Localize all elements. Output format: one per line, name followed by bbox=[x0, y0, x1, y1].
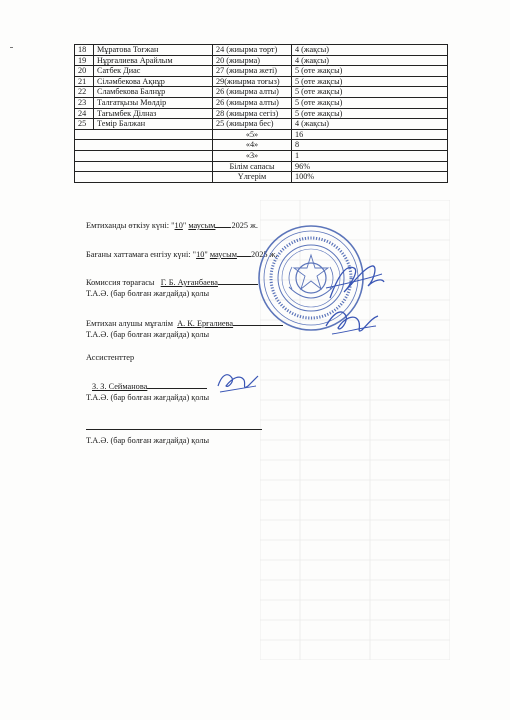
exam-date-day: 10 bbox=[174, 221, 183, 230]
table-row bbox=[75, 97, 448, 108]
student-name: Сламбекова Балнұр bbox=[94, 87, 213, 98]
table-row bbox=[75, 119, 448, 130]
summary-value: 1 bbox=[292, 150, 448, 161]
blank-signature-line bbox=[86, 429, 262, 430]
exam-date-label: Емтиханды өткізу күні: " bbox=[86, 221, 175, 230]
summary-row bbox=[75, 129, 448, 140]
student-grade: 5 (өте жақсы) bbox=[292, 66, 448, 77]
student-name: Мұратова Тоғжан bbox=[94, 45, 213, 56]
summary-row bbox=[75, 172, 448, 183]
chair-signature-line bbox=[218, 284, 258, 285]
student-score: 25 (жиырма бес) bbox=[213, 119, 292, 130]
summary-value: 8 bbox=[292, 140, 448, 151]
summary-label: «4» bbox=[213, 140, 292, 151]
protocol-date-line bbox=[86, 250, 277, 259]
student-score: 28 (жиырма сегіз) bbox=[213, 108, 292, 119]
table-row bbox=[75, 76, 448, 87]
row-number: 22 bbox=[75, 87, 94, 98]
summary-empty-cell bbox=[75, 161, 213, 172]
blank-assistant-caption: Т.А.Ә. (бар болған жағдайда) қолы bbox=[86, 436, 210, 445]
student-grade: 5 (өте жақсы) bbox=[292, 76, 448, 87]
summary-empty-cell bbox=[75, 150, 213, 161]
summary-row bbox=[75, 140, 448, 151]
summary-empty-cell bbox=[75, 172, 213, 183]
chair-line bbox=[86, 278, 258, 287]
row-number: 19 bbox=[75, 55, 94, 66]
row-number: 21 bbox=[75, 76, 94, 87]
summary-label: «3» bbox=[213, 150, 292, 161]
margin-mark bbox=[10, 47, 13, 48]
table-row bbox=[75, 87, 448, 98]
exam-date-line bbox=[86, 221, 258, 230]
student-score: 27 (жиырма жеті) bbox=[213, 66, 292, 77]
student-grade: 4 (жақсы) bbox=[292, 45, 448, 56]
summary-value: 16 bbox=[292, 129, 448, 140]
exam-date-month: маусым bbox=[188, 221, 216, 230]
student-name: Нұрғалиева Арайлым bbox=[94, 55, 213, 66]
assistants-label: Ассистенттер bbox=[86, 353, 135, 362]
protocol-date-month: маусым bbox=[209, 250, 237, 259]
exam-date-quote: " bbox=[182, 221, 187, 230]
student-name: Темір Балжан bbox=[94, 119, 213, 130]
chair-label: Комиссия төрағасы bbox=[86, 278, 155, 287]
exam-date-year: 2025 ж. bbox=[231, 221, 258, 230]
summary-rows bbox=[75, 129, 448, 182]
student-score: 24 (жиырма төрт) bbox=[213, 45, 292, 56]
assistant-caption: Т.А.Ә. (бар болған жағдайда) қолы bbox=[86, 393, 210, 402]
protocol-date-day: 10 bbox=[196, 250, 205, 259]
assistant-name: З. З. Сейманова bbox=[92, 382, 148, 391]
student-score: 26 (жиырма алты) bbox=[213, 87, 292, 98]
teacher-name: А. К. Ерғалиева bbox=[177, 319, 234, 328]
student-grade: 4 (жақсы) bbox=[292, 119, 448, 130]
chair-caption: Т.А.Ә. (бар болған жағдайда) қолы bbox=[86, 289, 210, 298]
table-row bbox=[75, 66, 448, 77]
summary-value: 100% bbox=[292, 172, 448, 183]
blank-assistant-line bbox=[86, 423, 262, 432]
student-score: 29(жиырма тоғыз) bbox=[213, 76, 292, 87]
protocol-date-year: 2025 ж. bbox=[250, 250, 278, 259]
student-name: Талғатқызы Мөлдір bbox=[94, 97, 213, 108]
student-name: Сіләмбекова Ақнұр bbox=[94, 76, 213, 87]
summary-row bbox=[75, 150, 448, 161]
summary-label: Үлгерім bbox=[213, 172, 292, 183]
student-grade: 5 (өте жақсы) bbox=[292, 97, 448, 108]
teacher-caption: Т.А.Ә. (бар болған жағдайда) қолы bbox=[86, 330, 210, 339]
student-grade: 5 (өте жақсы) bbox=[292, 108, 448, 119]
summary-row bbox=[75, 161, 448, 172]
student-name: Тағымбек Ділназ bbox=[94, 108, 213, 119]
row-number: 18 bbox=[75, 45, 94, 56]
teacher-line bbox=[86, 319, 283, 328]
summary-label: «5» bbox=[213, 129, 292, 140]
chair-name: Г. Б. Ауғанбаева bbox=[160, 278, 218, 287]
table-row bbox=[75, 45, 448, 56]
protocol-date-quote: " bbox=[204, 250, 208, 259]
row-number: 25 bbox=[75, 119, 94, 130]
summary-empty-cell bbox=[75, 129, 213, 140]
student-score: 26 (жиырма алты) bbox=[213, 97, 292, 108]
protocol-date-label: Бағаны хаттамаға енгізу күні: " bbox=[86, 250, 197, 259]
exam-date-underline bbox=[215, 227, 231, 228]
student-grade: 5 (өте жақсы) bbox=[292, 87, 448, 98]
summary-label: Білім сапасы bbox=[213, 161, 292, 172]
table-row bbox=[75, 55, 448, 66]
teacher-signature bbox=[322, 304, 380, 340]
teacher-label: Емтихан алушы мұғалім bbox=[86, 319, 173, 328]
student-grade: 4 (жақсы) bbox=[292, 55, 448, 66]
protocol-date-underline bbox=[237, 256, 251, 257]
assistant-signature-line bbox=[147, 388, 207, 389]
student-score: 20 (жиырма) bbox=[213, 55, 292, 66]
student-name: Сатбек Диас bbox=[94, 66, 213, 77]
grades-rows bbox=[75, 45, 448, 130]
table-row bbox=[75, 108, 448, 119]
summary-empty-cell bbox=[75, 140, 213, 151]
assistant-signature bbox=[214, 368, 260, 398]
row-number: 20 bbox=[75, 66, 94, 77]
grades-table bbox=[74, 44, 448, 183]
assistant-line bbox=[92, 382, 207, 391]
chair-signature bbox=[324, 258, 386, 306]
row-number: 24 bbox=[75, 108, 94, 119]
summary-value: 96% bbox=[292, 161, 448, 172]
row-number: 23 bbox=[75, 97, 94, 108]
